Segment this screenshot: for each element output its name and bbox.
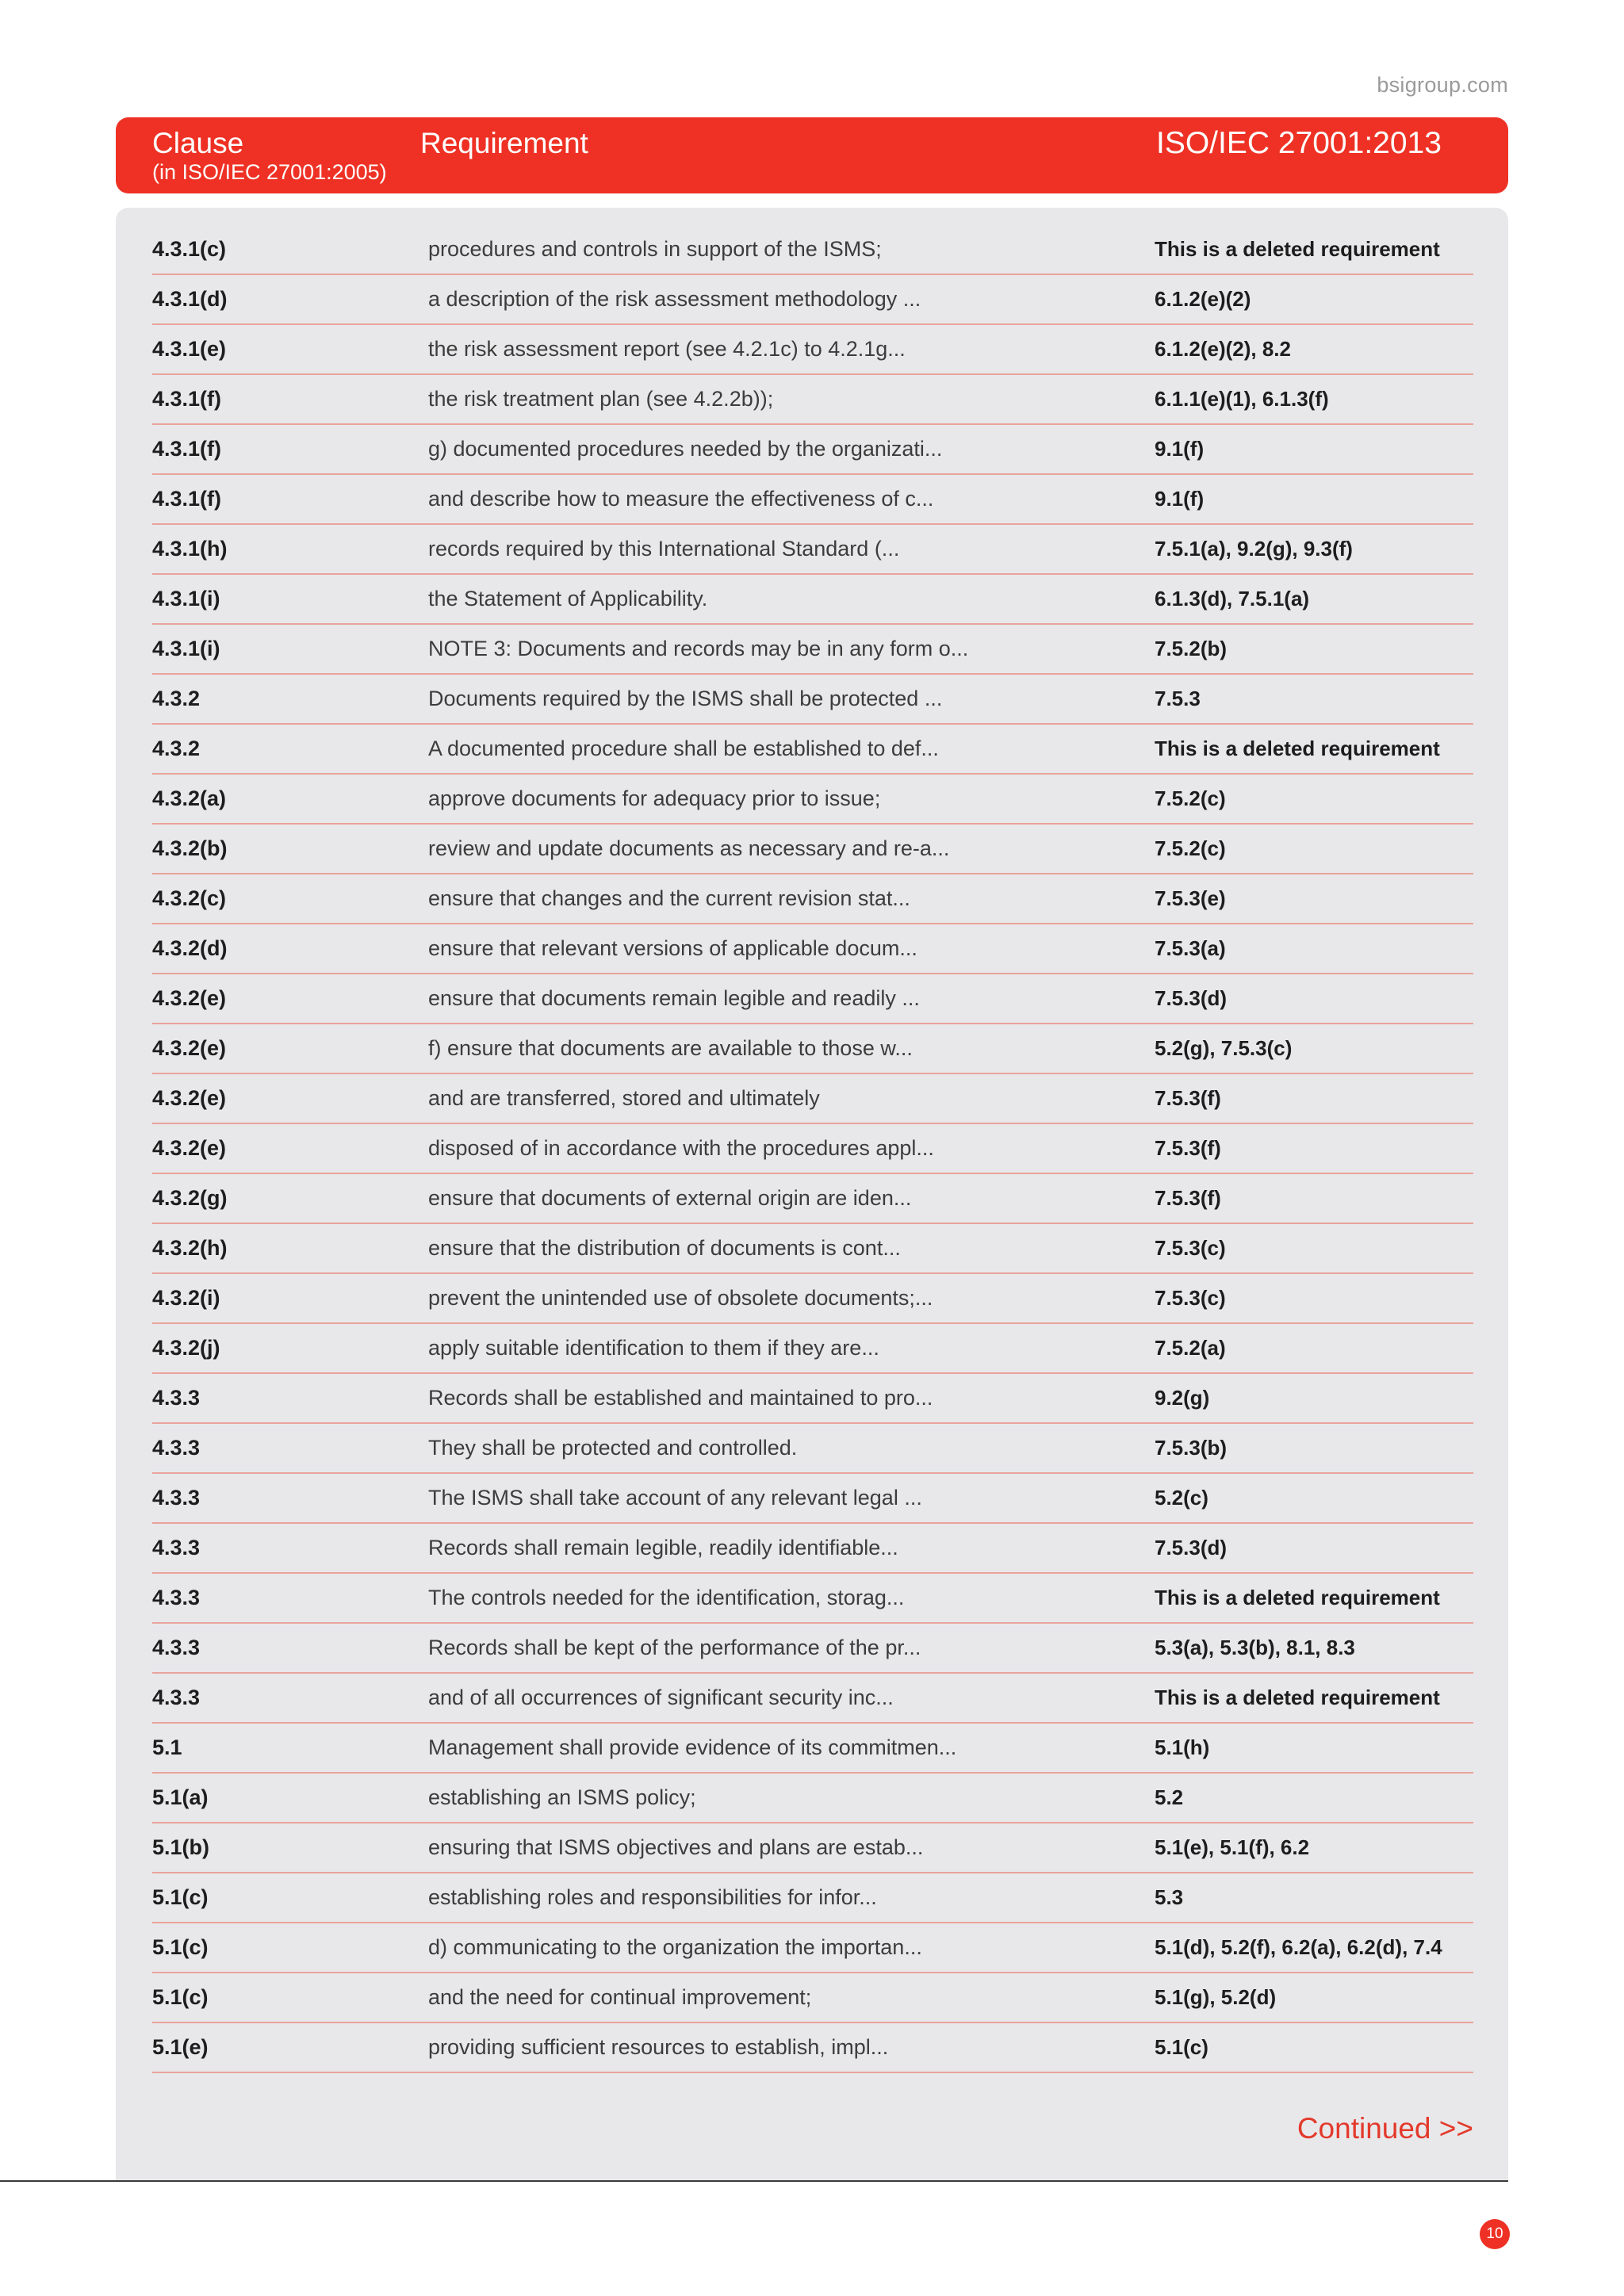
clause-cell: 5.1(b) (152, 1835, 210, 1859)
table-rows (152, 225, 1473, 2073)
table-header (116, 117, 1508, 193)
table-row (152, 1524, 1473, 1574)
table-row (152, 1024, 1473, 1074)
table-row (152, 1224, 1473, 1274)
clause-cell: 5.1 (152, 1735, 182, 1759)
table-row (152, 1274, 1473, 1324)
requirement-cell: ensure that relevant versions of applicable docum... (428, 936, 917, 960)
iso-2013-cell: 6.1.1(e)(1), 6.1.3(f) (1155, 387, 1329, 411)
clause-cell: 4.3.2(g) (152, 1186, 228, 1210)
iso-2013-cell: 9.1(f) (1155, 487, 1205, 511)
requirement-cell: disposed of in accordance with the procedures appl... (428, 1136, 934, 1160)
iso-2013-cell: 7.5.3(d) (1155, 986, 1228, 1010)
iso-2013-cell: 5.1(d), 5.2(f), 6.2(a), 6.2(d), 7.4 (1155, 1935, 1442, 1959)
iso-2013-cell: 7.5.2(c) (1155, 786, 1226, 810)
table-row (152, 1174, 1473, 1224)
clause-cell: 5.1(a) (152, 1785, 209, 1809)
clause-cell: 4.3.1(i) (152, 587, 220, 610)
iso-2013-cell: 7.5.2(b) (1155, 637, 1228, 660)
table-row (152, 325, 1473, 375)
requirement-cell: records required by this International Standard (... (428, 537, 900, 561)
clause-cell: 4.3.2(d) (152, 936, 228, 960)
requirement-cell: and are transferred, stored and ultimately (428, 1086, 820, 1110)
iso-2013-cell: 7.5.3(d) (1155, 1536, 1228, 1559)
requirement-cell: f) ensure that documents are available to those w... (428, 1036, 913, 1060)
iso-2013-cell: 5.3 (1155, 1885, 1184, 1909)
clause-cell: 4.3.2(j) (152, 1336, 220, 1360)
clause-cell: 4.3.3 (152, 1536, 201, 1559)
clause-cell: 5.1(e) (152, 2035, 209, 2059)
iso-2013-cell: 7.5.3(c) (1155, 1286, 1226, 1310)
requirement-cell: They shall be protected and controlled. (428, 1436, 798, 1460)
table-row (152, 1774, 1473, 1823)
iso-2013-cell: 7.5.3(c) (1155, 1236, 1226, 1260)
iso-2013-cell: 6.1.2(e)(2), 8.2 (1155, 337, 1291, 361)
requirement-cell: and describe how to measure the effectiveness of c... (428, 487, 934, 511)
requirement-cell: Management shall provide evidence of its commitmen... (428, 1735, 957, 1759)
iso-2013-cell: 9.1(f) (1155, 437, 1205, 461)
iso-2013-cell: This is a deleted requirement (1155, 1686, 1440, 1709)
clause-cell: 4.3.2(c) (152, 886, 227, 910)
iso-2013-cell: 7.5.3(f) (1155, 1186, 1221, 1210)
table-row (152, 275, 1473, 325)
clause-cell: 4.3.1(i) (152, 637, 220, 660)
table-row (152, 375, 1473, 425)
header-iso-label: ISO/IEC 27001:2013 (1156, 126, 1442, 160)
clause-cell: 4.3.2(e) (152, 1036, 227, 1060)
table-row (152, 675, 1473, 725)
table-row (152, 625, 1473, 675)
site-url[interactable]: bsigroup.com (1377, 73, 1508, 97)
table-row (152, 1474, 1473, 1524)
page-number-badge: 10 (1480, 2219, 1510, 2249)
iso-2013-cell: 7.5.3(b) (1155, 1436, 1228, 1460)
requirement-cell: NOTE 3: Documents and records may be in any form o... (428, 637, 969, 660)
iso-2013-cell: 5.3(a), 5.3(b), 8.1, 8.3 (1155, 1636, 1355, 1659)
clause-cell: 4.3.2(i) (152, 1286, 220, 1310)
table-row (152, 475, 1473, 525)
requirement-cell: review and update documents as necessary and re-a... (428, 836, 950, 860)
iso-2013-cell: 7.5.3(a) (1155, 936, 1226, 960)
clause-cell: 4.3.2(h) (152, 1236, 228, 1260)
requirement-cell: approve documents for adequacy prior to issue; (428, 786, 881, 810)
iso-2013-cell: 5.2 (1155, 1785, 1184, 1809)
requirement-cell: the risk assessment report (see 4.2.1c) to 4.2.1g... (428, 337, 906, 361)
iso-2013-cell: 5.1(h) (1155, 1735, 1210, 1759)
table-row (152, 425, 1473, 475)
requirement-cell: ensure that documents of external origin are iden... (428, 1186, 912, 1210)
requirement-cell: The controls needed for the identification, storag... (428, 1586, 905, 1609)
requirement-cell: and of all occurrences of significant security inc... (428, 1686, 894, 1709)
table-row (152, 1424, 1473, 1474)
clause-cell: 4.3.2(b) (152, 836, 228, 860)
iso-2013-cell: 5.1(c) (1155, 2035, 1208, 2059)
iso-2013-cell: 7.5.3(f) (1155, 1136, 1221, 1160)
table-row (152, 525, 1473, 575)
clause-cell: 4.3.2(a) (152, 786, 227, 810)
table-row (152, 1674, 1473, 1724)
iso-2013-cell: 6.1.2(e)(2) (1155, 287, 1251, 311)
header-requirement-label: Requirement (420, 127, 588, 159)
clause-cell: 4.3.1(c) (152, 237, 227, 261)
iso-2013-cell: 7.5.3(e) (1155, 886, 1226, 910)
table-row (152, 1923, 1473, 1973)
table-row (152, 1973, 1473, 2023)
clause-cell: 4.3.3 (152, 1436, 201, 1460)
requirement-cell: g) documented procedures needed by the organizati... (428, 437, 943, 461)
requirement-cell: ensuring that ISMS objectives and plans are estab... (428, 1835, 924, 1859)
clause-cell: 5.1(c) (152, 1885, 209, 1909)
requirement-cell: providing sufficient resources to establish, impl... (428, 2035, 889, 2059)
header-clause-label: Clause (152, 127, 244, 159)
clause-cell: 4.3.1(f) (152, 487, 222, 511)
iso-2013-cell: 5.1(g), 5.2(d) (1155, 1985, 1277, 2009)
iso-2013-cell: 7.5.1(a), 9.2(g), 9.3(f) (1155, 537, 1353, 561)
clause-cell: 4.3.3 (152, 1636, 201, 1659)
requirement-cell: A documented procedure shall be established to def... (428, 737, 939, 760)
iso-2013-cell: 6.1.3(d), 7.5.1(a) (1155, 587, 1310, 610)
bottom-divider (0, 2180, 1508, 2182)
header-clause (152, 127, 387, 184)
iso-2013-cell: 5.2(c) (1155, 1486, 1208, 1510)
clause-cell: 5.1(c) (152, 1985, 209, 2009)
requirement-cell: ensure that the distribution of documents is cont... (428, 1236, 901, 1260)
clause-cell: 4.3.2(e) (152, 1086, 227, 1110)
table-row (152, 1823, 1473, 1873)
requirement-cell: ensure that documents remain legible and readily ... (428, 986, 920, 1010)
clause-cell: 4.3.1(h) (152, 537, 228, 561)
requirement-cell: and the need for continual improvement; (428, 1985, 812, 2009)
table-row (152, 1324, 1473, 1374)
iso-2013-cell: 5.2(g), 7.5.3(c) (1155, 1036, 1293, 1060)
requirement-cell: Documents required by the ISMS shall be protected ... (428, 687, 943, 710)
requirement-cell: Records shall remain legible, readily identifiable... (428, 1536, 898, 1559)
table-body (116, 208, 1508, 2182)
clause-cell: 4.3.1(d) (152, 287, 228, 311)
requirement-cell: establishing roles and responsibilities for infor... (428, 1885, 877, 1909)
requirement-cell: Records shall be kept of the performance of the pr... (428, 1636, 921, 1659)
table-row (152, 225, 1473, 275)
requirement-cell: a description of the risk assessment methodology ... (428, 287, 921, 311)
table-row (152, 1873, 1473, 1923)
requirement-cell: procedures and controls in support of the ISMS; (428, 237, 882, 261)
header-clause-sublabel: (in ISO/IEC 27001:2005) (152, 160, 387, 184)
clause-cell: 4.3.3 (152, 1386, 201, 1410)
iso-2013-cell: 7.5.3 (1155, 687, 1201, 710)
table-row (152, 575, 1473, 625)
clause-cell: 4.3.1(e) (152, 337, 227, 361)
table-row (152, 874, 1473, 924)
table-row (152, 974, 1473, 1024)
clause-cell: 4.3.1(f) (152, 437, 222, 461)
continued-link[interactable]: Continued >> (1297, 2112, 1473, 2145)
table-row (152, 1624, 1473, 1674)
iso-2013-cell: 5.1(e), 5.1(f), 6.2 (1155, 1835, 1310, 1859)
table-row (152, 775, 1473, 825)
clause-cell: 4.3.2(e) (152, 1136, 227, 1160)
iso-2013-cell: This is a deleted requirement (1155, 237, 1440, 261)
requirement-cell: Records shall be established and maintained to pro... (428, 1386, 933, 1410)
table-row (152, 1724, 1473, 1774)
clause-cell: 4.3.1(f) (152, 387, 222, 411)
requirement-cell: ensure that changes and the current revision stat... (428, 886, 910, 910)
table-row (152, 1074, 1473, 1124)
clause-cell: 4.3.2 (152, 737, 201, 760)
table-row (152, 1574, 1473, 1624)
requirement-cell: the risk treatment plan (see 4.2.2b)); (428, 387, 774, 411)
table-row (152, 924, 1473, 974)
clause-cell: 4.3.3 (152, 1486, 201, 1510)
iso-2013-cell: 7.5.2(c) (1155, 836, 1226, 860)
requirement-cell: apply suitable identification to them if they are... (428, 1336, 879, 1360)
clause-cell: 4.3.2(e) (152, 986, 227, 1010)
clause-cell: 4.3.2 (152, 687, 201, 710)
clause-cell: 5.1(c) (152, 1935, 209, 1959)
clause-cell: 4.3.3 (152, 1586, 201, 1609)
iso-2013-cell: This is a deleted requirement (1155, 1586, 1440, 1609)
table-row (152, 825, 1473, 874)
table-row (152, 1374, 1473, 1424)
iso-2013-cell: 7.5.3(f) (1155, 1086, 1221, 1110)
requirement-cell: the Statement of Applicability. (428, 587, 708, 610)
requirement-cell: d) communicating to the organization the importan... (428, 1935, 922, 1959)
iso-2013-cell: 9.2(g) (1155, 1386, 1210, 1410)
requirement-cell: establishing an ISMS policy; (428, 1785, 696, 1809)
iso-2013-cell: 7.5.2(a) (1155, 1336, 1226, 1360)
iso-2013-cell: This is a deleted requirement (1155, 737, 1440, 760)
requirement-cell: The ISMS shall take account of any relevant legal ... (428, 1486, 922, 1510)
requirement-cell: prevent the unintended use of obsolete documents;... (428, 1286, 933, 1310)
table-row (152, 1124, 1473, 1174)
table-row (152, 725, 1473, 775)
table-row (152, 2023, 1473, 2073)
clause-cell: 4.3.3 (152, 1686, 201, 1709)
